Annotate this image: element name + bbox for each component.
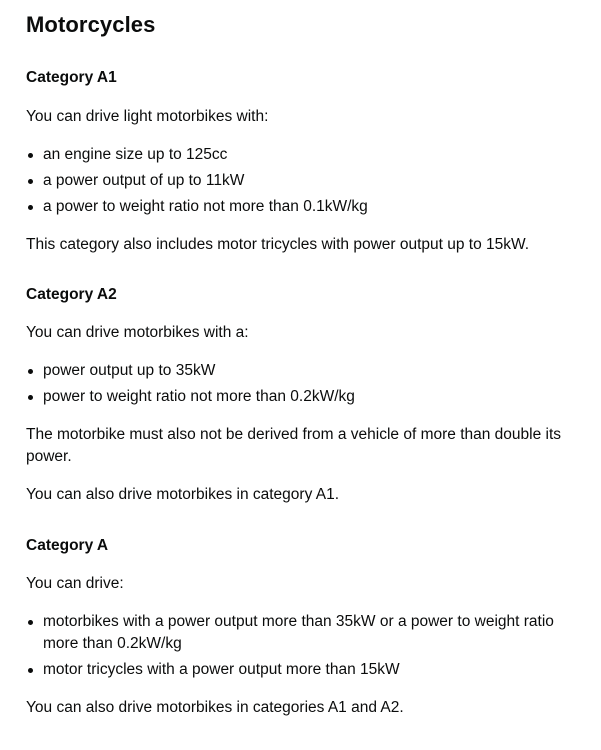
section-category-a2 — [26, 284, 575, 506]
section-category-a — [26, 535, 575, 719]
section-category-a1 — [26, 67, 575, 256]
section-note: You can also drive motorbikes in categories A1 and A2. — [26, 699, 404, 716]
page-title: Motorcycles — [26, 12, 156, 37]
bullet-list — [26, 611, 575, 681]
bullet-list — [26, 360, 575, 408]
section-intro: You can drive: — [26, 575, 124, 592]
section-heading: Category A1 — [26, 69, 117, 86]
list-item: a power to weight ratio not more than 0.1kW/kg — [43, 196, 575, 218]
section-heading: Category A2 — [26, 286, 117, 303]
list-item: motorbikes with a power output more than 35kW or a power to weight ratio more than 0.2kW/kg — [43, 611, 575, 655]
section-note: This category also includes motor tricycles with power output up to 15kW. — [26, 236, 530, 253]
section-note: You can also drive motorbikes in category A1. — [26, 486, 340, 503]
section-heading: Category A — [26, 537, 109, 554]
section-intro: You can drive motorbikes with a: — [26, 324, 249, 341]
section-note: The motorbike must also not be derived from a vehicle of more than double its power. — [26, 426, 562, 465]
list-item: power output up to 35kW — [43, 360, 575, 382]
bullet-list — [26, 144, 575, 218]
list-item: motor tricycles with a power output more than 15kW — [43, 659, 575, 681]
list-item: a power output of up to 11kW — [43, 170, 575, 192]
list-item: an engine size up to 125cc — [43, 144, 575, 166]
list-item: power to weight ratio not more than 0.2kW/kg — [43, 386, 575, 408]
section-intro: You can drive light motorbikes with: — [26, 108, 269, 125]
